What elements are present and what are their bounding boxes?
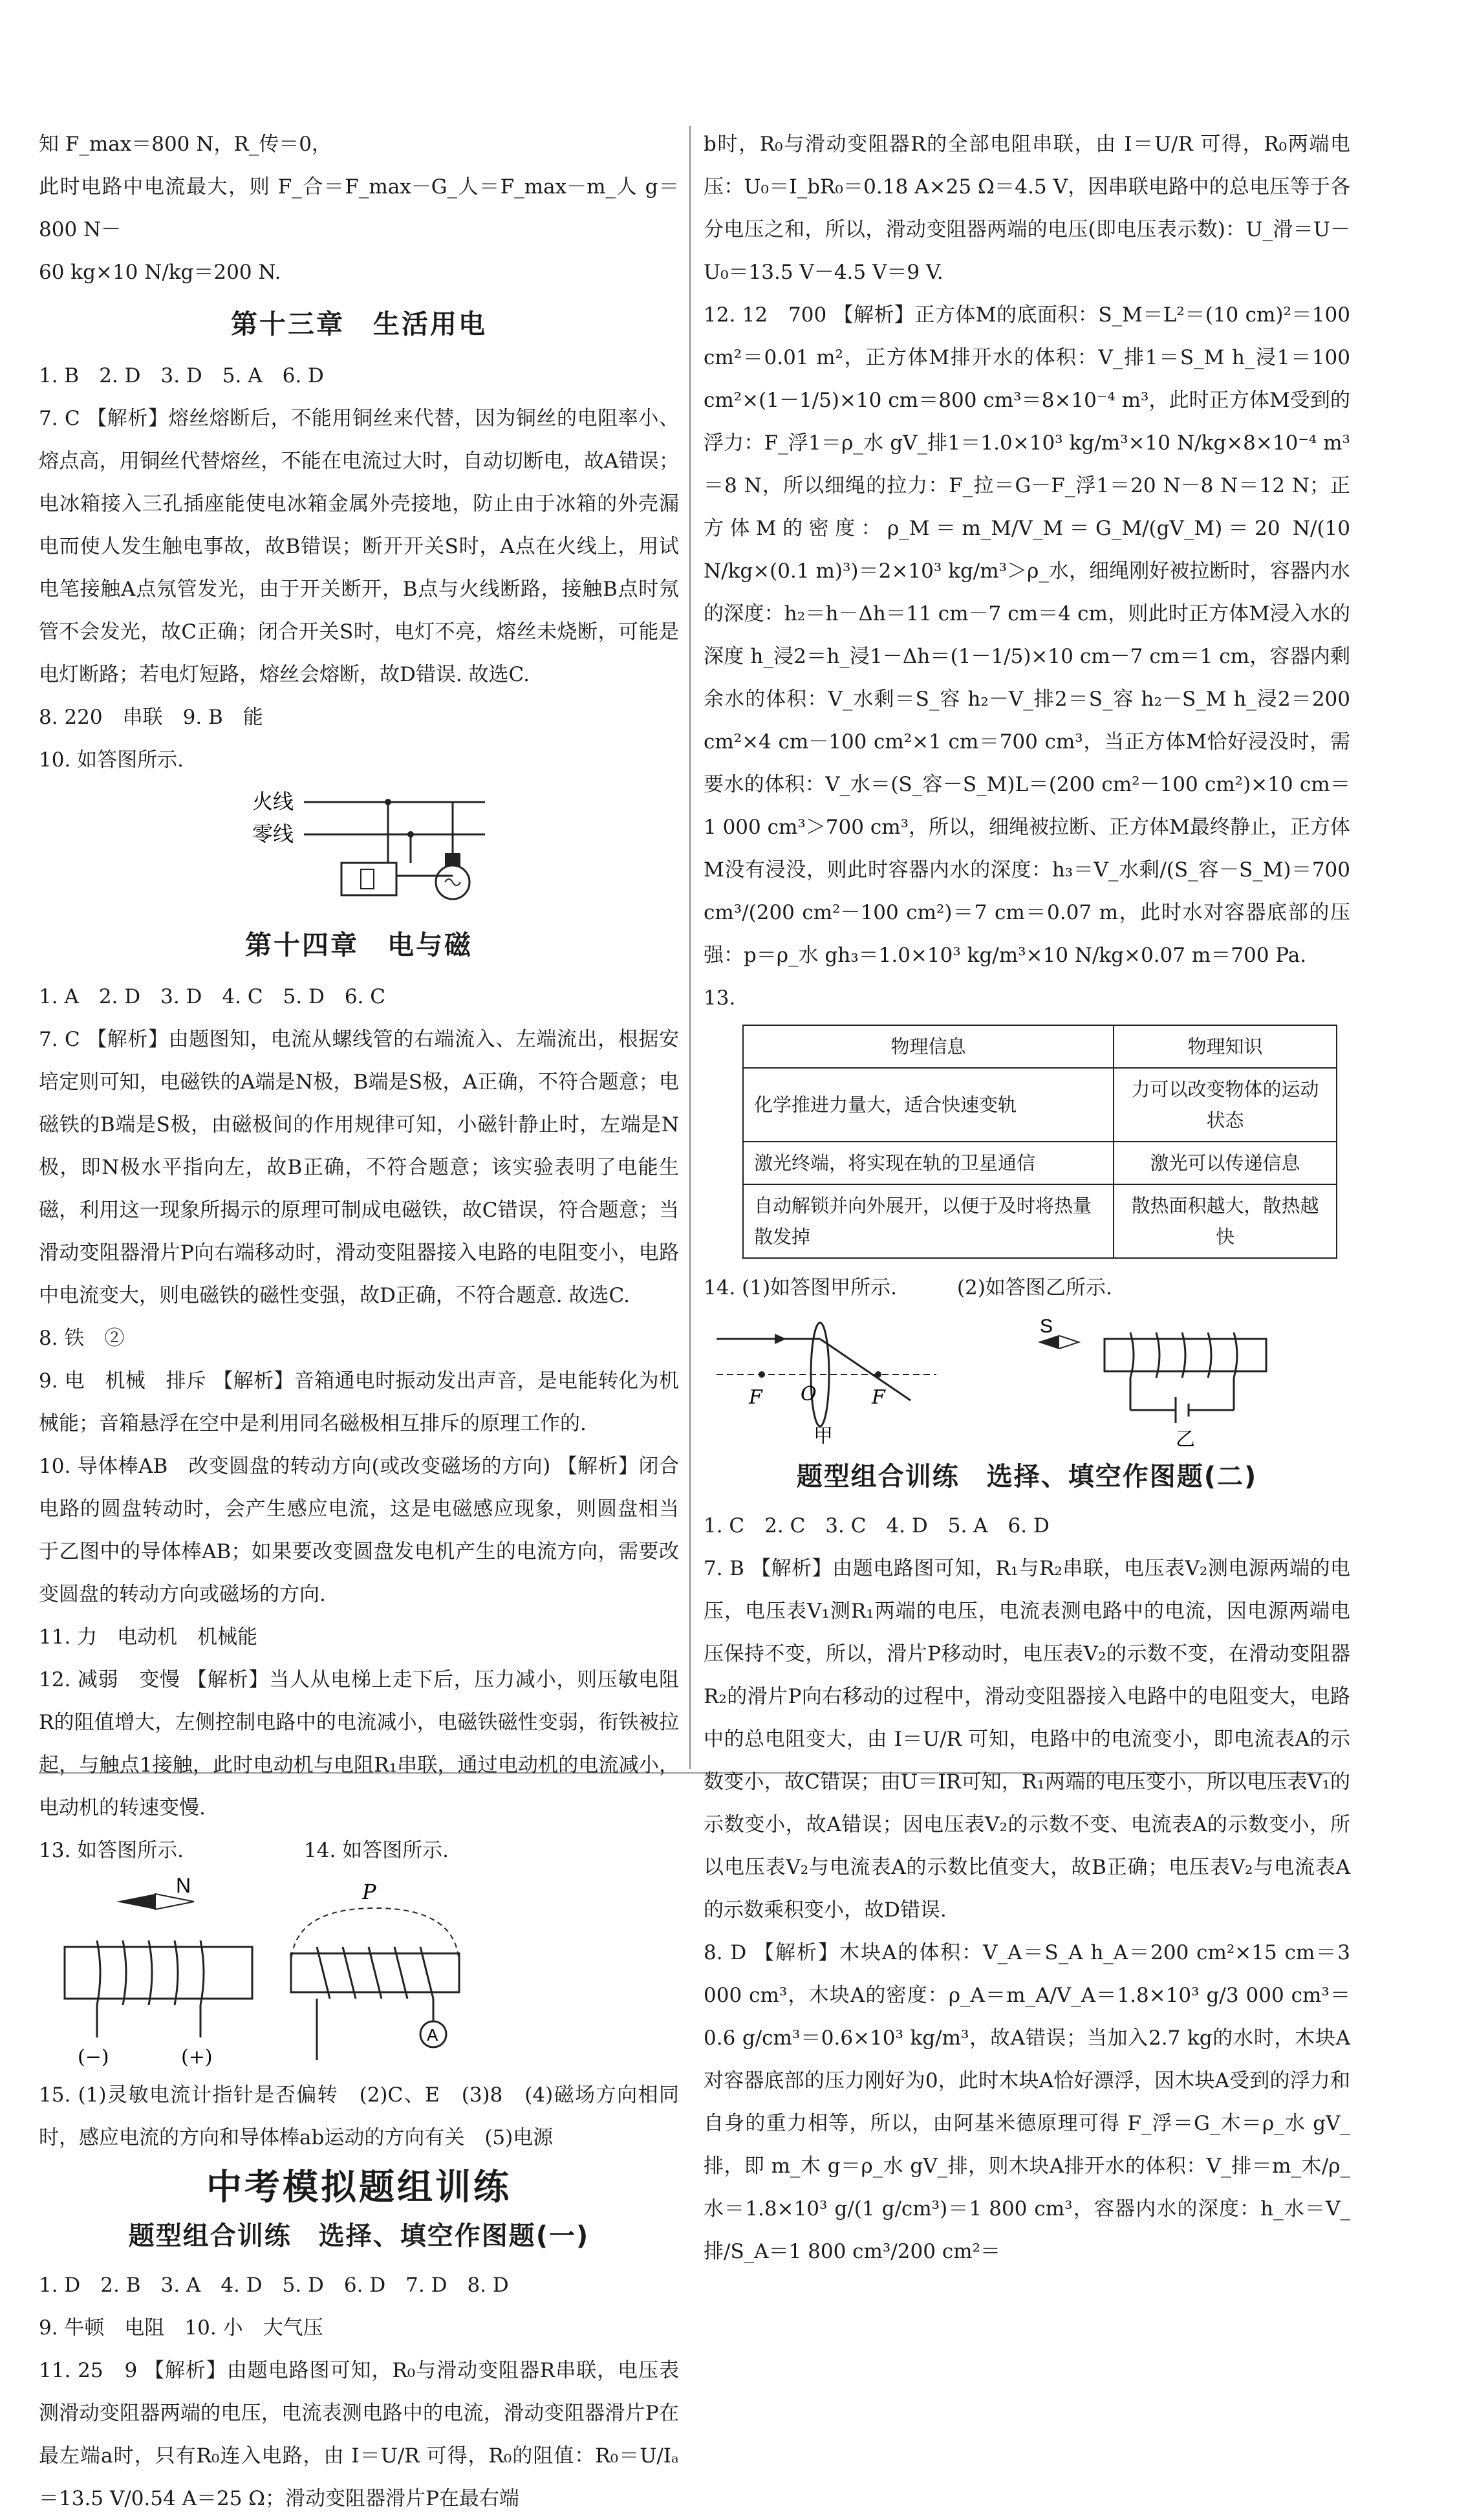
table-row bbox=[743, 1068, 1337, 1142]
table-cell: 散热面积越大，散热越快 bbox=[1114, 1184, 1337, 1258]
ch14-q13-14: 13. 如答图所示. 14. 如答图所示. bbox=[39, 1839, 449, 1862]
right-column bbox=[704, 123, 1350, 2273]
ch14-q7: 7. C 【解析】由题图知，电流从螺线管的右端流入、左端流出，根据安培定则可知，电磁铁的A端是N极，B端是S极，A正确，不符合题意；电磁铁的B端是S极，由磁极间的作用规律可知，小磁针静止时，左端是N极，即N极水平指向左，故B正确，不符合题意；该实验表明了电能生磁，利用这一现象所揭示的原理可制成电磁铁，故C错误，符合题意；当滑动变阻器滑片P向右端移动时，滑动变阻器接入电路的电阻变小，电路中电流变大，则电磁铁的磁性变强，故D正确，不符合题意. 故选C. bbox=[39, 1028, 679, 1307]
pre-line-3: 60 kg×10 N/kg＝200 N. bbox=[39, 261, 281, 284]
ammeter-label: A bbox=[427, 2025, 438, 2045]
chapter-14-title: 第十四章 电与磁 bbox=[245, 929, 473, 961]
plus-terminal-label: (+) bbox=[181, 2046, 213, 2069]
mock-q11-cont: b时，R₀与滑动变阻器R的全部电阻串联，由 I＝U/R 可得，R₀两端电压：U₀＝I_bR₀＝0.18 A×25 Ω＝4.5 V，因串联电路中的总电压等于各分电压之和，所以，滑动变阻器两端的电压(即电压表示数)：U_滑＝U－U₀＝13.5 V－4.5 V＝9 V. bbox=[704, 133, 1350, 284]
ch14-q8: 8. 铁 ② bbox=[39, 1327, 125, 1350]
column-divider bbox=[689, 126, 691, 1769]
focus-left-label: F bbox=[749, 1386, 762, 1409]
table-cell: 化学推进力量大，适合快速变轨 bbox=[743, 1068, 1114, 1142]
ch14-q10: 10. 导体棒AB 改变圆盘的转动方向(或改变磁场的方向) 【解析】闭合电路的圆盘转动时，会产生感应电流，这是电磁感应现象，则圆盘相当于乙图中的导体棒AB；如果要改变圆盘发电机产生的电流方向，需要改变圆盘的转动方向或磁场的方向. bbox=[39, 1455, 679, 1606]
pre-line-1: 知 F_max＝800 N，R_传＝0， bbox=[39, 133, 332, 156]
mock-q12: 12. 12 700 【解析】正方体M的底面积：S_M＝L²＝(10 cm)²＝100 cm²＝0.01 m²，正方体M排开水的体积：V_排1＝S_M h_浸1＝100 cm²×(1－1/5)×10 cm＝800 cm³＝8×10⁻⁴ m³，此时正方体M受到的浮力：F_浮1＝ρ_水 gV_排1＝1.0×10³ kg/m³×10 N/kg×8×10⁻⁴ m³＝8 N，所以细绳的拉力：F_拉＝G－F_浮1＝20 N－8 N＝12 N；正方体M的密度：ρ_M＝m_M/V_M＝G_M/(gV_M)＝20 N/(10 N/kg×(0.1 m)³)＝2×10³ kg/m³＞ρ_水，细绳刚好被拉断时，容器内水的深度：h₂＝h－Δh＝11 cm－7 cm＝4 cm，则此时正方体M浸入水的深度 h_浸2＝h_浸1－Δh＝(1－1/5)×10 cm－7 cm＝1 cm，容器内剩余水的体积：V_水剩＝S_容 h₂－V_排2＝S_容 h₂－S_M h_浸2＝200 cm²×4 cm－100 cm²×1 cm＝700 cm³，当正方体M恰好浸没时，需要水的体积：V_水＝(S_容－S_M)L＝(200 cm²－100 cm²)×10 cm＝1 000 cm³＞700 cm³，所以，细绳被拉断、正方体M最终静止，正方体M没有浸没，则此时容器内水的深度：h₃＝V_水剩/(S_容－S_M)＝700 cm³/(200 cm²－100 cm²)＝7 cm＝0.07 m，此时水对容器底部的压强：p＝ρ_水 gh₃＝1.0×10³ kg/m³×10 N/kg×0.07 m＝700 Pa. bbox=[704, 303, 1350, 967]
solenoid-figures bbox=[39, 1876, 679, 2070]
point-p-label: P bbox=[362, 1880, 376, 1904]
lens-and-solenoid-figures bbox=[704, 1313, 1350, 1449]
table-header-info: 物理信息 bbox=[743, 1025, 1114, 1068]
table-cell: 自动解锁并向外展开，以便于及时将热量散发掉 bbox=[743, 1184, 1114, 1258]
table-cell: 力可以改变物体的运动状态 bbox=[1114, 1068, 1337, 1142]
ch14-q9: 9. 电 机械 排斥 【解析】音箱通电时振动发出声音，是电能转化为机械能；音箱悬浮在空中是利用同名磁极相互排斥的原理工作的. bbox=[39, 1369, 679, 1435]
section2-answers-1: 1. C 2. C 3. C 4. D 5. A 6. D bbox=[704, 1514, 1050, 1537]
ch13-answers-1: 1. B 2. D 3. D 5. A 6. D bbox=[39, 364, 324, 387]
left-column bbox=[39, 123, 679, 2520]
focus-right-label: F bbox=[872, 1386, 885, 1409]
mock-subtitle-1: 题型组合训练 选择、填空作图题(一) bbox=[128, 2221, 590, 2251]
pre-line-2: 此时电路中电流最大，则 F_合＝F_max－G_人＝F_max－m_人 g＝800 N－ bbox=[39, 175, 679, 241]
ch13-q8-9: 8. 220 串联 9. B 能 bbox=[39, 706, 263, 729]
table-header-knowledge: 物理知识 bbox=[1114, 1025, 1337, 1068]
table-cell: 激光终端，将实现在轨的卫星通信 bbox=[743, 1142, 1114, 1184]
optical-center-label: O bbox=[801, 1383, 817, 1406]
north-label: N bbox=[176, 1876, 191, 1897]
mock-answers-1: 1. D 2. B 3. A 4. D 5. D 6. D 7. D 8. D bbox=[39, 2274, 509, 2297]
mock-q13: 13. bbox=[704, 986, 736, 1010]
household-circuit-figure bbox=[39, 785, 679, 915]
mock-section-title: 中考模拟题组训练 bbox=[206, 2166, 512, 2208]
neutral-wire-label: 零线 bbox=[252, 821, 294, 846]
mock-q14: 14. (1)如答图甲所示. (2)如答图乙所示. bbox=[704, 1276, 1112, 1299]
ch13-q10: 10. 如答图所示. bbox=[39, 748, 184, 772]
mock-subtitle-2: 题型组合训练 选择、填空作图题(二) bbox=[796, 1462, 1258, 1492]
figure-jia-label: 甲 bbox=[814, 1425, 833, 1448]
table-cell: 激光可以传递信息 bbox=[1114, 1142, 1337, 1184]
ch14-q11: 11. 力 电动机 机械能 bbox=[39, 1625, 258, 1649]
mock-q11: 11. 25 9 【解析】由题电路图可知，R₀与滑动变阻器R串联，电压表测滑动变阻器两端的电压，电流表测电路中的电流，滑动变阻器滑片P在最左端a时，只有R₀连入电路，由 I＝U/R 可得，R₀的阻值：R₀＝U/Iₐ＝13.5 V/0.54 A＝25 Ω；滑动变阻器滑片P在最右端 bbox=[39, 2359, 679, 2510]
minus-terminal-label: (−) bbox=[78, 2046, 109, 2069]
figure-yi-label: 乙 bbox=[1176, 1428, 1195, 1449]
mock-q9-10: 9. 牛顿 电阻 10. 小 大气压 bbox=[39, 2316, 323, 2340]
south-label: S bbox=[1040, 1316, 1053, 1337]
ch14-q12: 12. 减弱 变慢 【解析】当人从电梯上走下后，压力减小，则压敏电阻R的阻值增大，左侧控制电路中的电流减小，电磁铁磁性变弱，衔铁被拉起，与触点1接触，此时电动机与电阻R₁串联，通过电动机的电流减小，电动机的转速变慢. bbox=[39, 1668, 679, 1819]
section2-q8: 8. D 【解析】木块A的体积：V_A＝S_A h_A＝200 cm²×15 cm＝3 000 cm³，木块A的密度：ρ_A＝m_A/V_A＝1.8×10³ g/3 000 cm³＝0.6 g/cm³＝0.6×10³ kg/m³，故A错误；当加入2.7 kg的水时，木块A对容器底部的压力刚好为0，此时木块A恰好漂浮，因木块A受到的浮力和自身的重力相等，所以，由阿基米德原理可得 F_浮＝G_木＝ρ_水 gV_排，即 m_木 g＝ρ_水 gV_排，则木块A排开水的体积：V_排＝m_木/ρ_水＝1.8×10³ g/(1 g/cm³)＝1 800 cm³，容器内水的深度：h_水＝V_排/S_A＝1 800 cm³/200 cm²＝ bbox=[704, 1941, 1350, 2263]
ch13-q7: 7. C 【解析】熔丝熔断后，不能用铜丝来代替，因为铜丝的电阻率小、熔点高，用铜丝代替熔丝，不能在电流过大时，自动切断电，故A错误；电冰箱接入三孔插座能使电冰箱金属外壳接地，防止由于冰箱的外壳漏电而使人发生触电事故，故B错误；断开开关S时，A点在火线上，用试电笔接触A点氖管发光，由于开关断开，B点与火线断路，接触B点时氖管不会发光，故C正确；闭合开关S时，电灯不亮，熔丝未烧断，可能是电灯断路；若电灯短路，熔丝会熔断，故D错误. 故选C. bbox=[39, 407, 679, 686]
table-row bbox=[743, 1142, 1337, 1184]
chapter-13-title: 第十三章 生活用电 bbox=[231, 309, 487, 340]
ch14-q15: 15. (1)灵敏电流计指针是否偏转 (2)C、E (3)8 (4)磁场方向相同时，感应电流的方向和导体棒ab运动的方向有关 (5)电源 bbox=[39, 2083, 679, 2149]
section2-q7: 7. B 【解析】由题电路图可知，R₁与R₂串联，电压表V₂测电源两端的电压，电压表V₁测R₁两端的电压，电流表测电路中的电流，因电源两端电压保持不变，所以，滑片P移动时，电压表V₂的示数不变，在滑动变阻器R₂的滑片P向右移动的过程中，滑动变阻器接入电路中的电阻变大，电路中的总电阻变大，由 I＝U/R 可知，电路中的电流变小，即电流表A的示数变小，故C错误；由U＝IR可知，R₁两端的电压变小，所以电压表V₁的示数变小，故A错误；因电压表V₂的示数不变、电流表A的示数变小，所以电压表V₂与电流表A的示数比值变大，故B正确；电压表V₂与电流表A的示数乘积变小，故D错误. bbox=[704, 1557, 1350, 1922]
ch14-answers-1: 1. A 2. D 3. D 4. C 5. D 6. C bbox=[39, 985, 385, 1008]
table-row bbox=[743, 1184, 1337, 1258]
physics-info-table bbox=[742, 1025, 1337, 1259]
live-wire-label: 火线 bbox=[252, 789, 294, 814]
compass-needle-icon bbox=[116, 1894, 155, 1909]
